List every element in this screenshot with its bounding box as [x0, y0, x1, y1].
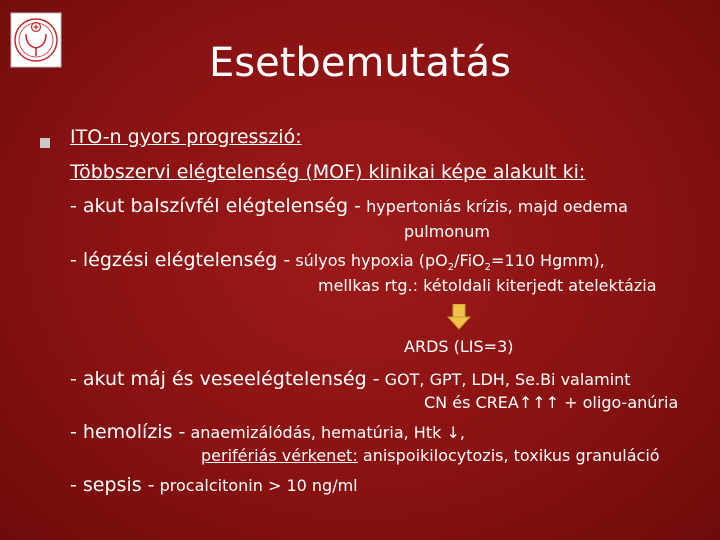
respiratory-failure-label: - légzési elégtelenség -	[70, 249, 291, 271]
sepsis-label: - sepsis -	[70, 474, 155, 496]
slide-title: Esetbemutatás	[209, 40, 511, 86]
liver-kidney-failure-label: - akut máj és veseelégtelenség -	[70, 368, 380, 390]
arrow-down-icon	[447, 304, 471, 330]
heart-failure-row	[70, 195, 628, 217]
blood-smear-label: perifériás vérkenet:	[201, 446, 358, 465]
sepsis-detail: procalcitonin > 10 ng/ml	[159, 476, 358, 495]
liver-kidney-failure-detail: GOT, GPT, LDH, Se.Bi valamint	[384, 370, 631, 389]
blood-smear-detail	[201, 446, 660, 465]
heart-failure-label: - akut balszívfél elégtelenség -	[70, 195, 361, 217]
mof-heading: Többszervi elégtelenség (MOF) klinikai képe alakult ki:	[70, 161, 586, 183]
liver-kidney-detail-cont: CN és CREA↑↑↑ + oligo-anúria	[424, 393, 679, 412]
bullet-square-icon	[40, 138, 50, 148]
ards-label: ARDS (LIS=3)	[404, 337, 514, 356]
hemolysis-detail: anaemizálódás, hematúria, Htk ↓,	[190, 423, 465, 442]
heart-failure-detail-cont: pulmonum	[404, 222, 490, 241]
sepsis-row	[70, 474, 358, 496]
respiratory-failure-row	[70, 249, 605, 273]
hemolysis-label: - hemolízis -	[70, 421, 186, 443]
liver-kidney-failure-row	[70, 368, 631, 390]
progression-heading: ITO-n gyors progresszió:	[70, 126, 302, 148]
respiratory-failure-detail: súlyos hypoxia ($pO_2/FiO_2=110$ Hgmm),	[295, 251, 605, 274]
blood-smear-findings: anispoikilocytozis, toxikus granuláció	[357, 446, 660, 465]
chest-xray-detail: mellkas rtg.: kétoldali kiterjedt atelektázia	[318, 276, 657, 295]
hemolysis-row	[70, 421, 465, 443]
heart-failure-detail: hypertoniás krízis, majd oedema	[366, 197, 628, 216]
